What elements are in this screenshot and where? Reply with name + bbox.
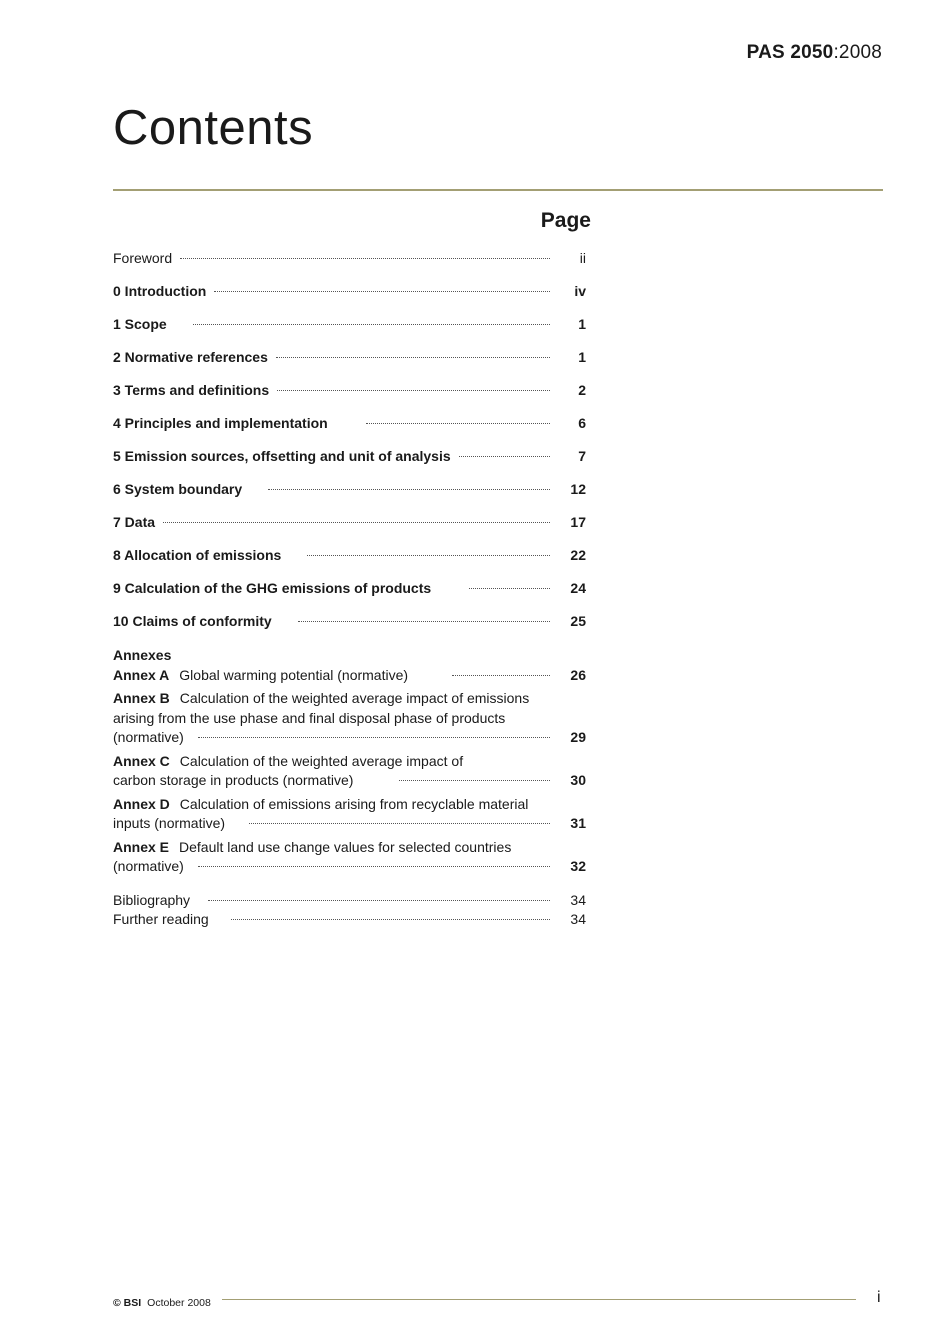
back-matter (113, 891, 586, 930)
toc-entry-label: 7 Data (113, 514, 156, 530)
toc-entry-label: 0 Introduction (113, 283, 207, 299)
toc-entry-page: 22 (570, 547, 586, 563)
annex-title-continued: (normative) (113, 729, 184, 745)
toc-entry-claims-of-conformity[interactable] (113, 613, 586, 630)
toc-entry-page: 1 (578, 316, 586, 332)
dot-leader (469, 588, 550, 589)
dot-leader (198, 737, 550, 738)
footer-divider (222, 1299, 856, 1300)
toc-entry-page: 30 (570, 772, 586, 788)
dot-leader (452, 675, 550, 676)
toc-entry-page: 32 (570, 858, 586, 874)
toc-entry-page: 34 (570, 911, 586, 927)
toc-entry-label: 5 Emission sources, offsetting and unit of analysis (113, 448, 451, 464)
toc-annex-b[interactable] (113, 689, 586, 748)
dot-leader (180, 258, 550, 259)
dot-leader (277, 390, 550, 391)
dot-leader (198, 866, 550, 867)
toc-entry-data[interactable] (113, 514, 586, 531)
document-id (747, 42, 882, 64)
toc-annex-a[interactable] (113, 666, 586, 686)
annex-title: Global warming potential (normative) (179, 666, 409, 683)
annex-title-continued: carbon storage in products (normative) (113, 772, 354, 788)
dot-leader (193, 324, 550, 325)
annex-title: Calculation of the weighted average impact of emissions (179, 690, 530, 706)
toc-entry-terms-and-definitions[interactable] (113, 382, 586, 399)
dot-leader (231, 919, 550, 920)
toc-entry-page: 12 (570, 481, 586, 497)
toc-annex-e[interactable] (113, 838, 586, 877)
toc-entry-page: 6 (578, 415, 586, 431)
dot-leader (298, 621, 550, 622)
dot-leader (276, 357, 550, 358)
toc-entry-introduction[interactable] (113, 283, 586, 300)
toc-annex-c[interactable] (113, 752, 586, 791)
annex-title: Default land use change values for selected countries (179, 838, 512, 855)
toc-entry-label: 4 Principles and implementation (113, 415, 328, 431)
toc-entry-page: 24 (570, 580, 586, 596)
toc-entry-label: 1 Scope (113, 316, 167, 332)
doc-year: :2008 (833, 42, 882, 63)
toc-entry-page: 34 (570, 891, 586, 908)
footer-copyright (113, 1297, 211, 1309)
doc-code: PAS 2050 (746, 42, 834, 63)
toc-entry-page: 1 (578, 349, 586, 365)
page-title: Contents (113, 101, 314, 155)
toc-entry-allocation[interactable] (113, 547, 586, 564)
toc-entry-principles[interactable] (113, 415, 586, 432)
dot-leader (399, 780, 550, 781)
title-divider (113, 189, 883, 191)
annex-id: Annex B (113, 690, 170, 706)
table-of-contents (113, 250, 586, 930)
toc-entry-normative-references[interactable] (113, 349, 586, 366)
annex-title: Calculation of the weighted average impact of (179, 752, 464, 769)
toc-entry-label: 2 Normative references (113, 349, 268, 365)
page-number: i (877, 1289, 881, 1306)
annex-id: Annex C (113, 752, 170, 769)
toc-entry-label: Foreword (113, 250, 173, 266)
toc-entry-page: 7 (578, 448, 586, 464)
toc-entry-label: Further reading (113, 911, 209, 927)
toc-entry-page: 2 (578, 382, 586, 398)
dot-leader (249, 823, 550, 824)
annex-id: Annex D (113, 795, 170, 812)
toc-entry-page: iv (574, 283, 586, 299)
toc-entry-ghg-calculation[interactable] (113, 580, 586, 597)
annex-title-continued: inputs (normative) (113, 815, 226, 831)
dot-leader (214, 291, 550, 292)
annexes-heading: Annexes (113, 647, 172, 663)
toc-entry-further-reading[interactable] (113, 910, 586, 930)
toc-entry-page: ii (579, 250, 586, 266)
dot-leader (163, 522, 550, 523)
toc-annex-d[interactable] (113, 795, 586, 834)
annex-title-continued: (normative) (113, 858, 184, 874)
toc-entry-bibliography[interactable] (113, 891, 586, 911)
toc-entry-page: 25 (570, 613, 586, 629)
dot-leader (208, 900, 550, 901)
toc-entry-foreword[interactable] (113, 250, 586, 267)
toc-entry-page: 17 (570, 514, 586, 530)
dot-leader (459, 456, 550, 457)
annex-id: Annex E (113, 838, 170, 855)
toc-entry-label: Bibliography (113, 891, 191, 908)
annex-title-continued: arising from the use phase and final disposal phase of products (113, 709, 506, 726)
toc-entry-label: 6 System boundary (113, 481, 243, 497)
publication-date: October 2008 (147, 1297, 211, 1309)
toc-entry-label: 3 Terms and definitions (113, 382, 270, 398)
annex-title: Calculation of emissions arising from recyclable material (179, 795, 529, 812)
toc-entry-label: 9 Calculation of the GHG emissions of products (113, 580, 432, 596)
toc-entry-scope[interactable] (113, 316, 586, 333)
toc-entry-label: 10 Claims of conformity (113, 613, 272, 629)
toc-entry-emission-sources[interactable] (113, 448, 586, 465)
toc-entry-page: 31 (570, 815, 586, 831)
toc-entry-label: 8 Allocation of emissions (113, 547, 282, 563)
annex-id: Annex A (113, 666, 170, 683)
dot-leader (268, 489, 550, 490)
dot-leader (307, 555, 550, 556)
dot-leader (366, 423, 550, 424)
page-column-heading: Page (540, 209, 591, 232)
toc-entry-page: 29 (570, 729, 586, 745)
toc-entry-page: 26 (570, 666, 586, 683)
toc-entry-system-boundary[interactable] (113, 481, 586, 498)
copyright-holder: © BSI (113, 1297, 142, 1309)
